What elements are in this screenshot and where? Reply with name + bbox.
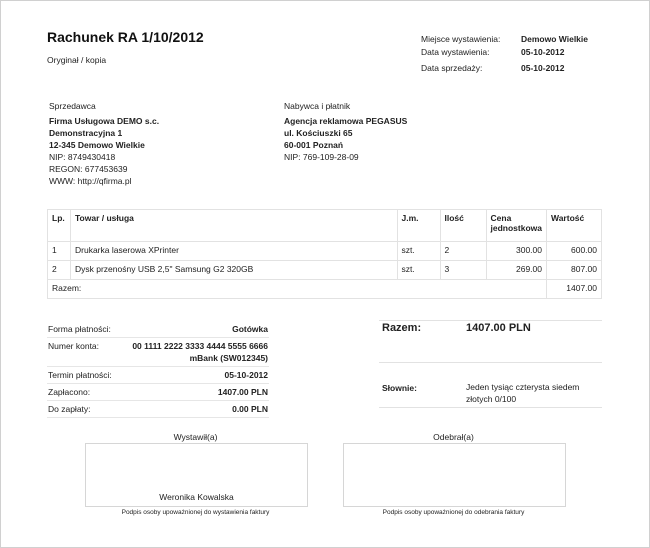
buyer-block: [284, 100, 407, 163]
col-price-header: [486, 210, 546, 242]
paid-value: 1407.00 PLN: [119, 384, 269, 401]
buyer-city: 60-001 Poznań: [284, 140, 344, 150]
due-label: Do zapłaty:: [47, 401, 119, 418]
receiver-signature-box: [343, 443, 566, 507]
row-name: Dysk przenośny USB 2,5" Samsung G2 320GB: [71, 261, 398, 280]
buyer-nip: NIP: 769-109-28-09: [284, 152, 359, 162]
words-value: Jeden tysiąc czterysta siedem złotych 0/100: [466, 382, 580, 404]
row-value: 807.00: [547, 261, 602, 280]
col-name-header: Towar / usługa: [71, 210, 398, 242]
meta-sale-date-label: Data sprzedaży:: [421, 63, 483, 73]
row-unit: szt.: [397, 261, 440, 280]
summary-top-divider: [379, 320, 602, 321]
col-unit-header: J.m.: [397, 210, 440, 242]
account-number-label: Numer konta:: [47, 338, 119, 367]
summary-total-label: Razem:: [382, 322, 422, 334]
words-label: Słownie:: [382, 383, 417, 393]
payment-row: [47, 384, 269, 401]
seller-regon: REGON: 677453639: [49, 164, 128, 174]
bank-name: mBank (SW012345): [189, 353, 268, 363]
meta-place-label: Miejsce wystawienia:: [421, 34, 501, 44]
seller-www: WWW: http://qfirma.pl: [49, 176, 132, 186]
meta-issue-date-label: Data wystawienia:: [421, 47, 490, 57]
buyer-street: ul. Kościuszki 65: [284, 128, 353, 138]
issuer-signature-box: [85, 443, 308, 507]
row-price: 269.00: [486, 261, 546, 280]
payment-row: [47, 401, 269, 418]
seller-block: [49, 100, 159, 187]
summary-mid-divider: [379, 362, 602, 363]
row-qty: 2: [440, 242, 486, 261]
seller-nip: NIP: 8749430418: [49, 152, 116, 162]
buyer-heading: Nabywca i płatnik: [284, 101, 351, 111]
col-lp-header: Lp.: [48, 210, 71, 242]
row-qty: 3: [440, 261, 486, 280]
receiver-heading: Odebrał(a): [433, 432, 474, 442]
items-table: [47, 209, 602, 299]
issuer-heading: Wystawił(a): [173, 432, 218, 442]
payment-form-value: Gotówka: [119, 321, 269, 338]
payment-row: [47, 367, 269, 384]
seller-heading: Sprzedawca: [49, 101, 96, 111]
payment-form-label: Forma płatności:: [47, 321, 119, 338]
payment-term-value: 05-10-2012: [119, 367, 269, 384]
items-total-label: Razem:: [48, 280, 547, 299]
issuer-name: Weronika Kowalska: [159, 492, 234, 502]
payment-row: [47, 338, 269, 367]
receiver-caption: Podpis osoby upoważnionej do odebrania faktury: [382, 509, 525, 516]
account-number-value: [119, 338, 269, 367]
row-lp: 1: [48, 242, 71, 261]
due-value: 0.00 PLN: [119, 401, 269, 418]
row-lp: 2: [48, 261, 71, 280]
col-qty-header: Ilość: [440, 210, 486, 242]
account-number: 00 1111 2222 3333 4444 5555 6666: [132, 341, 268, 351]
row-price: 300.00: [486, 242, 546, 261]
meta-sale-date-value: 05-10-2012: [521, 63, 565, 73]
items-total-row: [48, 280, 602, 299]
seller-name: Firma Usługowa DEMO s.c.: [49, 116, 160, 126]
issuer-caption: Podpis osoby upoważnionej do wystawienia faktury: [121, 509, 270, 516]
payment-term-label: Termin płatności:: [47, 367, 119, 384]
table-row: [48, 261, 602, 280]
col-price-header-line2: jednostkowa: [490, 223, 542, 233]
col-price-header-line1: Cena: [490, 213, 512, 223]
meta-place-value: Demowo Wielkie: [521, 34, 588, 44]
buyer-name: Agencja reklamowa PEGASUS: [284, 116, 408, 126]
payment-table: [47, 321, 269, 418]
summary-bottom-divider: [379, 407, 602, 408]
items-header-row: [48, 210, 602, 242]
payment-row: [47, 321, 269, 338]
meta-issue-date-value: 05-10-2012: [521, 47, 565, 57]
summary-total-value: 1407.00 PLN: [466, 322, 531, 334]
items-total-value: 1407.00: [547, 280, 602, 299]
seller-street: Demonstracyjna 1: [49, 128, 123, 138]
row-name: Drukarka laserowa XPrinter: [71, 242, 398, 261]
row-unit: szt.: [397, 242, 440, 261]
col-value-header: Wartość: [547, 210, 602, 242]
row-value: 600.00: [547, 242, 602, 261]
table-row: [48, 242, 602, 261]
seller-city: 12-345 Demowo Wielkie: [49, 140, 145, 150]
invoice-title: Rachunek RA 1/10/2012: [47, 29, 204, 45]
paid-label: Zapłacono:: [47, 384, 119, 401]
invoice-subtitle: Oryginał / kopia: [47, 55, 107, 65]
